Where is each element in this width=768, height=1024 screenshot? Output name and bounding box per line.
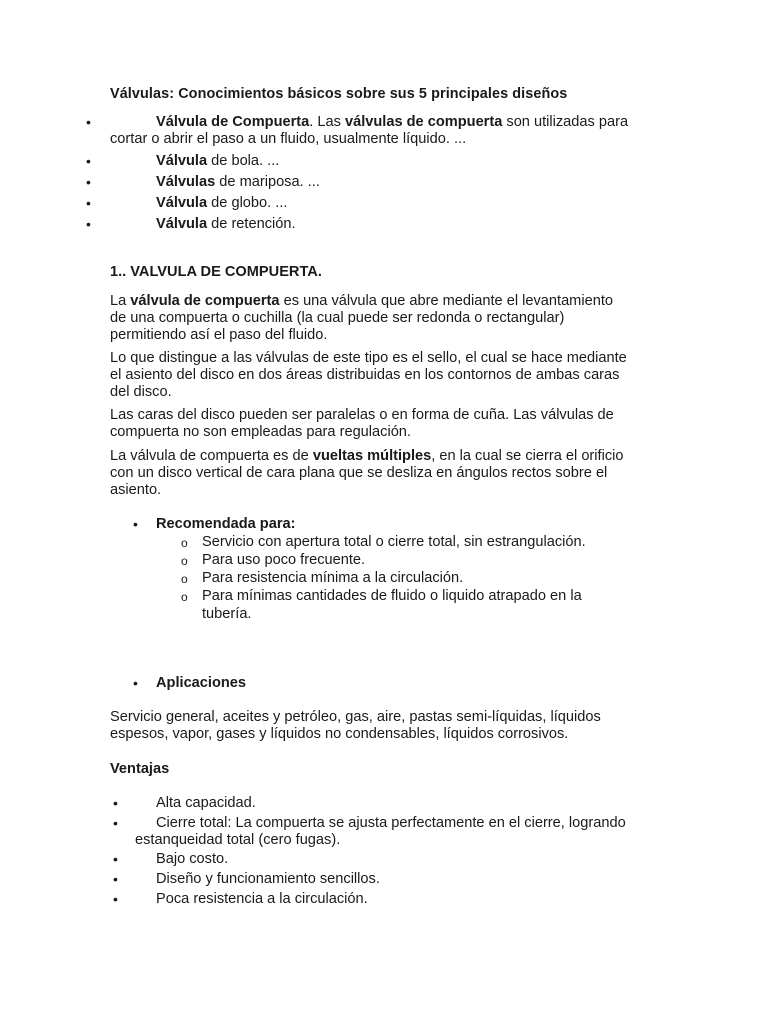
text: es una válvula que abre mediante el levantamiento [279, 293, 613, 309]
sub-list-item: Para mínimas cantidades de fluido o liquido atrapado en la [202, 588, 582, 604]
bullet-icon: • [113, 891, 118, 907]
bullet-icon: • [86, 216, 91, 232]
list-item-text: son utilizadas para [502, 114, 629, 130]
list-item: Diseño y funcionamiento sencillos. [156, 871, 380, 887]
list-item-bold: Válvula de Compuerta [156, 114, 310, 130]
circle-bullet-icon: o [181, 572, 188, 586]
list-item [156, 114, 628, 131]
circle-bullet-icon: o [181, 554, 188, 568]
list-item-bold: Válvulas [156, 174, 216, 190]
list-item-bold: válvulas de compuerta [344, 114, 503, 130]
bullet-icon: • [86, 195, 91, 211]
list-item-text: de globo. ... [207, 195, 288, 211]
list-item-bold: Válvula [156, 153, 208, 169]
paragraph-line [110, 448, 623, 465]
paragraph-line: asiento. [110, 482, 162, 498]
sub-list-item: Servicio con apertura total o cierre total, sin estrangulación. [202, 534, 586, 550]
page-title: Válvulas: Conocimientos básicos sobre sus 5 principales diseños [110, 86, 568, 102]
bullet-icon: • [86, 153, 91, 169]
paragraph-line: con un disco vertical de cara plana que se desliza en ángulos rectos sobre el [110, 465, 608, 481]
paragraph-line [110, 293, 613, 310]
paragraph-line: compuerta no son empleadas para regulación. [110, 424, 411, 440]
list-item: Alta capacidad. [156, 795, 256, 811]
bold-term: válvula de compuerta [130, 293, 280, 309]
circle-bullet-icon: o [181, 590, 188, 604]
text: La válvula de compuerta es de [110, 448, 313, 464]
bullet-icon: • [86, 114, 91, 130]
list-item-continuation: cortar o abrir el paso a un fluido, usualmente líquido. ... [110, 131, 467, 147]
text: , en la cual se cierra el orificio [431, 448, 624, 464]
circle-bullet-icon: o [181, 536, 188, 550]
bullet-icon: • [113, 851, 118, 867]
list-item-bold: Válvula [156, 195, 208, 211]
section-heading: 1.. VALVULA DE COMPUERTA. [110, 264, 322, 280]
advantages-heading: Ventajas [110, 761, 170, 777]
paragraph-line: permitiendo así el paso del fluido. [110, 327, 328, 343]
list-item-text: de mariposa. ... [215, 174, 320, 190]
list-item [156, 153, 279, 170]
bullet-icon: • [113, 815, 118, 831]
list-item [156, 216, 296, 233]
bullet-icon: • [113, 795, 118, 811]
text: La [110, 293, 131, 309]
list-item-bold: Válvula [156, 216, 208, 232]
recommended-label: Recomendada para: [156, 516, 296, 532]
paragraph-line: de una compuerta o cuchilla (la cual puede ser redonda o rectangular) [110, 310, 565, 326]
paragraph-line: Lo que distingue a las válvulas de este tipo es el sello, el cual se hace mediante [110, 350, 627, 366]
bold-term: vueltas múltiples [312, 448, 432, 464]
paragraph-line: Las caras del disco pueden ser paralelas o en forma de cuña. Las válvulas de [110, 407, 614, 423]
list-item-text: . Las [309, 114, 345, 130]
paragraph-line: del disco. [110, 384, 172, 400]
applications-label: Aplicaciones [156, 675, 247, 691]
bullet-icon: • [133, 516, 138, 532]
sub-list-item: Para uso poco frecuente. [202, 552, 366, 568]
list-item-continuation: estanqueidad total (cero fugas). [135, 832, 341, 848]
list-item-text: de retención. [207, 216, 296, 232]
paragraph-line: el asiento del disco en dos áreas distribuidas en los contornos de ambas caras [110, 367, 620, 383]
sub-list-item-continuation: tubería. [202, 606, 252, 622]
list-item [156, 174, 320, 191]
list-item: Poca resistencia a la circulación. [156, 891, 368, 907]
list-item [156, 195, 287, 212]
paragraph-line: Servicio general, aceites y petróleo, gas, aire, pastas semi-líquidas, líquidos [110, 709, 601, 725]
list-item-text: de bola. ... [207, 153, 280, 169]
list-item: Cierre total: La compuerta se ajusta perfectamente en el cierre, logrando [156, 815, 626, 831]
bullet-icon: • [133, 675, 138, 691]
sub-list-item: Para resistencia mínima a la circulación. [202, 570, 464, 586]
bullet-icon: • [113, 871, 118, 887]
list-item: Bajo costo. [156, 851, 229, 867]
bullet-icon: • [86, 174, 91, 190]
paragraph-line: espesos, vapor, gases y líquidos no condensables, líquidos corrosivos. [110, 726, 569, 742]
